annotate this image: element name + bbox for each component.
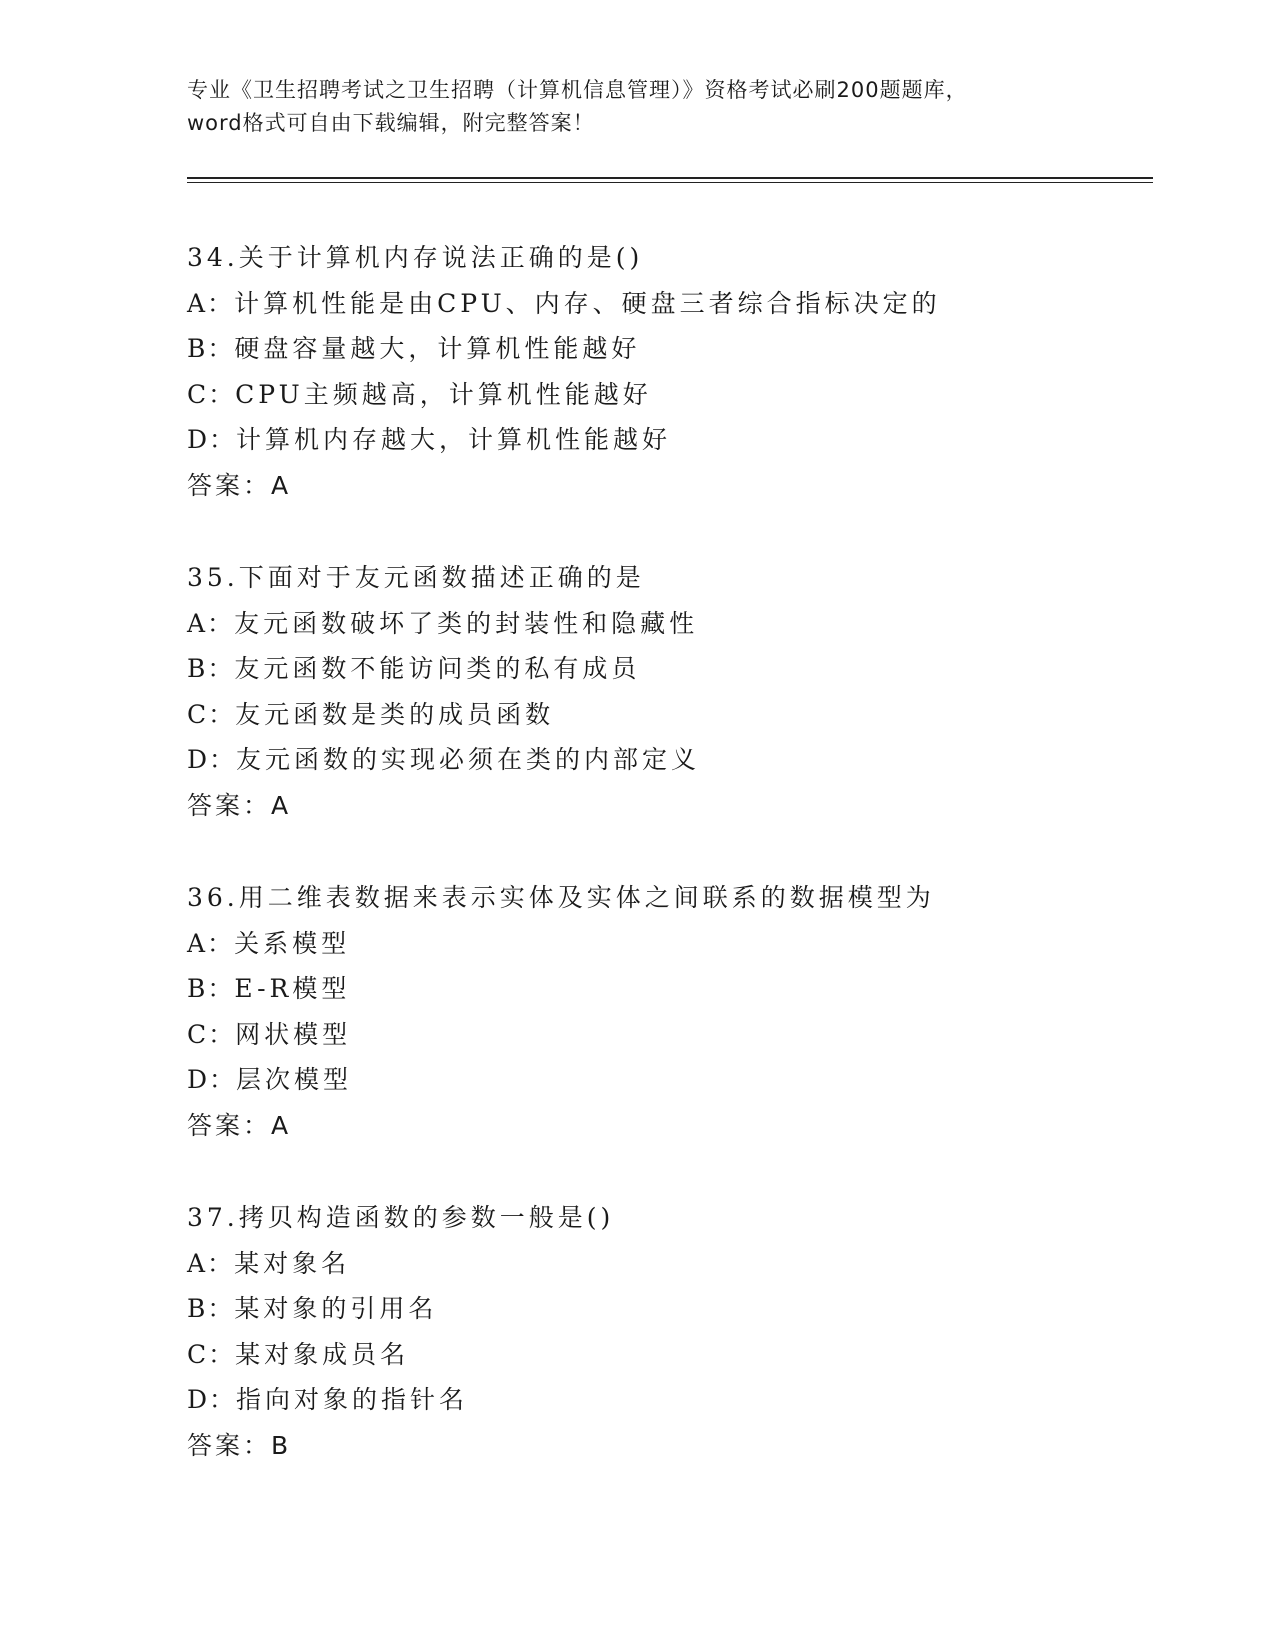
option-d: [187, 1377, 1167, 1423]
document-header: [187, 74, 1087, 140]
option-text: 友元函数破坏了类的封装性和隐藏性: [234, 608, 699, 638]
option-text: E-R模型: [234, 974, 351, 1003]
answer-line: 答案：A: [187, 1110, 292, 1140]
option-text: 计算机内存越大，计算机性能越好: [236, 425, 672, 454]
option-label: B：: [187, 974, 235, 1003]
header-line-1: 专业《卫生招聘考试之卫生招聘（计算机信息管理）》资格考试必刷200题题库，: [187, 78, 968, 102]
question-34: [187, 235, 1167, 508]
question-stem: 37.拷贝构造函数的参数一般是(): [187, 1203, 615, 1232]
question-37: [187, 1195, 1167, 1468]
option-label: C：: [187, 1339, 236, 1369]
option-d: [187, 1057, 1167, 1103]
question-35: [187, 555, 1167, 828]
option-c: [187, 372, 1167, 418]
header-divider-bottom: [187, 182, 1153, 183]
question-stem: 34.关于计算机内存说法正确的是(): [187, 243, 644, 272]
option-text: 某对象成员名: [235, 1339, 410, 1369]
question-list: [187, 235, 1167, 1515]
option-b: [187, 326, 1167, 372]
option-text: 某对象的引用名: [234, 1294, 438, 1323]
option-text: 友元函数是类的成员函数: [235, 699, 555, 729]
option-c: [187, 1332, 1167, 1378]
option-text: 网状模型: [235, 1019, 352, 1049]
option-label: A：: [187, 1248, 235, 1278]
question-stem: 36.用二维表数据来表示实体及实体之间联系的数据模型为: [187, 883, 935, 912]
option-b: [187, 646, 1167, 692]
question-stem: 35.下面对于友元函数描述正确的是: [187, 563, 645, 592]
option-text: 层次模型: [236, 1065, 353, 1094]
option-label: C：: [187, 699, 236, 729]
option-a: [187, 1241, 1167, 1287]
answer-line: 答案：A: [187, 470, 292, 500]
option-label: A：: [187, 288, 235, 318]
option-text: 关系模型: [234, 928, 351, 958]
option-text: 硬盘容量越大，计算机性能越好: [234, 334, 641, 363]
header-line-2: word格式可自由下载编辑，附完整答案！: [187, 111, 595, 135]
option-text: 友元函数的实现必须在类的内部定义: [236, 745, 701, 774]
option-c: [187, 1012, 1167, 1058]
option-text: 计算机性能是由CPU、内存、硬盘三者综合指标决定的: [234, 288, 941, 318]
option-d: [187, 417, 1167, 463]
option-label: C：: [187, 1019, 236, 1049]
option-c: [187, 692, 1167, 738]
option-label: D：: [187, 1385, 237, 1414]
answer-line: 答案：A: [187, 790, 292, 820]
answer-line: 答案：B: [187, 1430, 292, 1460]
option-label: D：: [187, 1065, 237, 1094]
header-divider-top: [187, 177, 1153, 179]
option-a: [187, 601, 1167, 647]
option-a: [187, 921, 1167, 967]
option-b: [187, 966, 1167, 1012]
option-text: CPU主频越高，计算机性能越好: [235, 379, 652, 409]
option-label: D：: [187, 745, 237, 774]
option-text: 指向对象的指针名: [236, 1385, 469, 1414]
option-text: 某对象名: [234, 1248, 351, 1278]
option-b: [187, 1286, 1167, 1332]
option-label: B：: [187, 1294, 235, 1323]
option-label: D：: [187, 425, 237, 454]
option-label: B：: [187, 334, 235, 363]
option-d: [187, 737, 1167, 783]
option-text: 友元函数不能访问类的私有成员: [234, 654, 641, 683]
option-label: A：: [187, 608, 235, 638]
option-label: B：: [187, 654, 235, 683]
question-36: [187, 875, 1167, 1148]
option-label: C：: [187, 379, 236, 409]
option-a: [187, 281, 1167, 327]
option-label: A：: [187, 928, 235, 958]
